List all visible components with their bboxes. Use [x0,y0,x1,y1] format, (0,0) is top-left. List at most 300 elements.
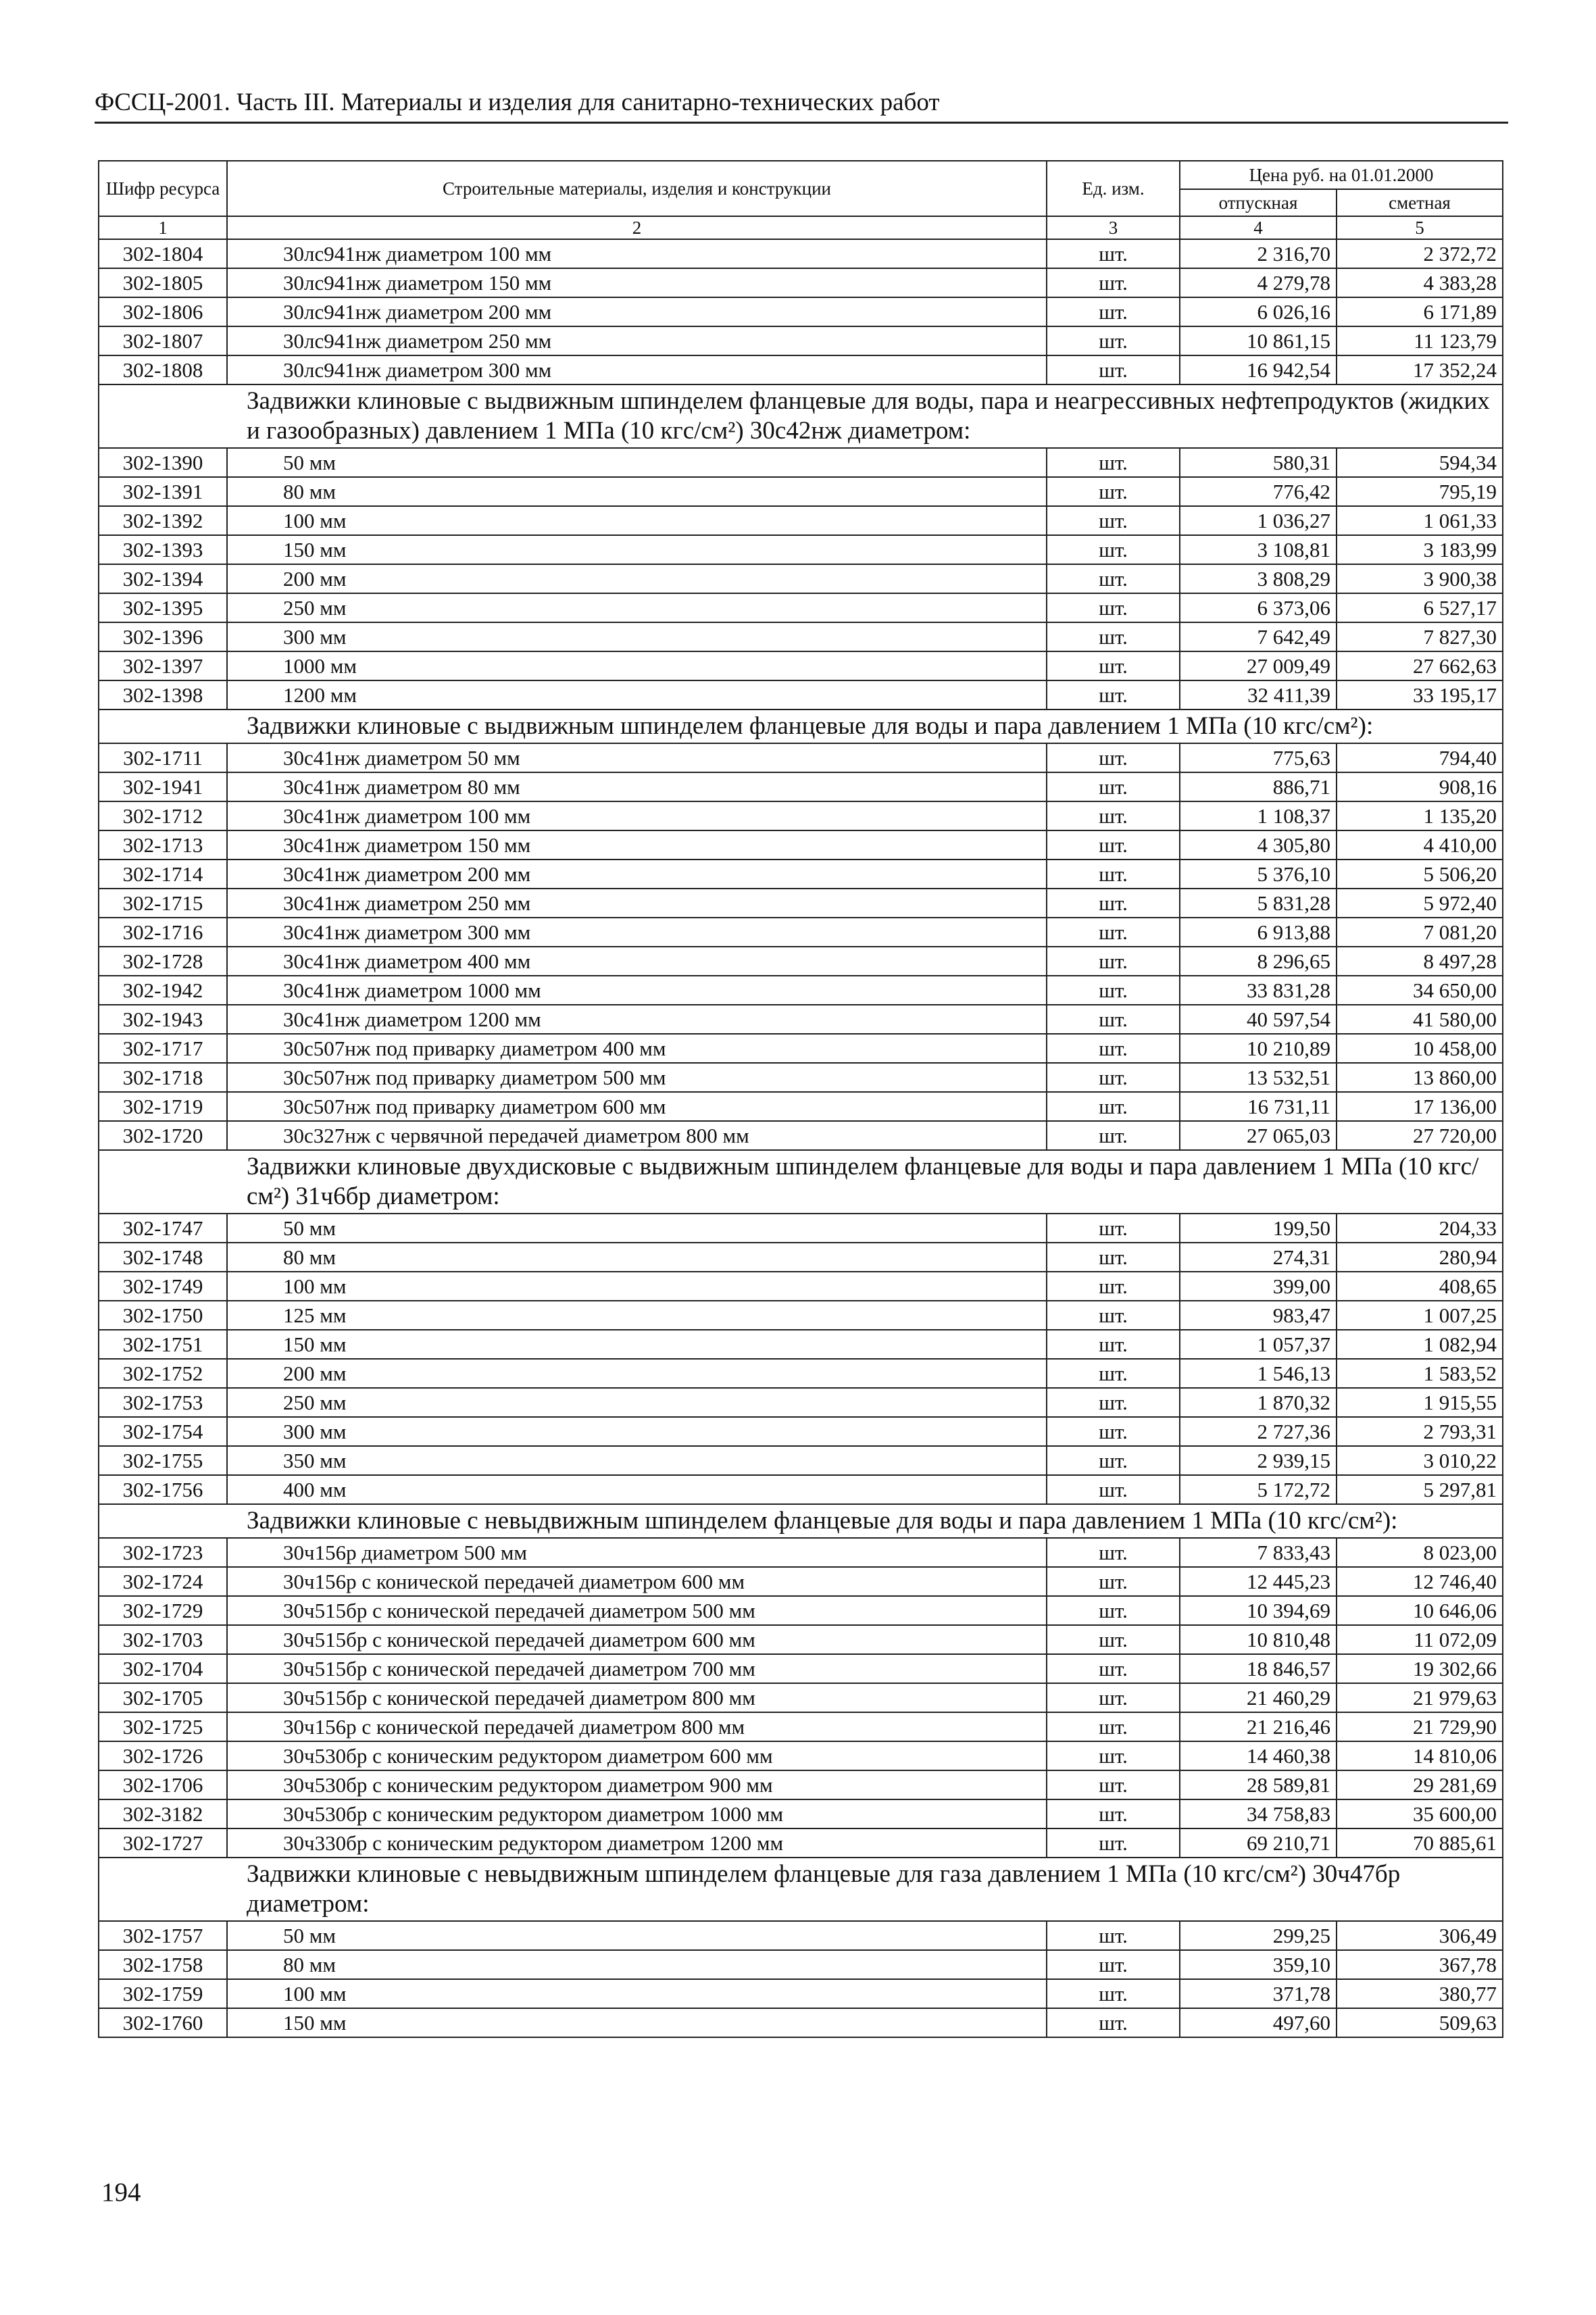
table-row [99,1979,1503,2008]
cell-price-estimate: 2 793,31 [1337,1417,1503,1446]
cell-name: 300 мм [227,622,1047,651]
cell-unit: шт. [1047,860,1180,889]
cell-name: 30с41нж диаметром 250 мм [227,889,1047,918]
cell-price-release: 2 727,36 [1180,1417,1337,1446]
cell-unit: шт. [1047,889,1180,918]
cell-price-release: 1 036,27 [1180,506,1337,535]
cell-name: 30ч530бр с коническим редуктором диаметром 600 мм [227,1741,1047,1770]
cell-code: 302-1397 [99,651,227,680]
cell-code: 302-1757 [99,1921,227,1950]
cell-price-release: 886,71 [1180,772,1337,801]
cell-unit: шт. [1047,1770,1180,1799]
cell-price-estimate: 41 580,00 [1337,1005,1503,1034]
cell-code: 302-1398 [99,680,227,710]
cell-price-release: 13 532,51 [1180,1063,1337,1092]
cell-price-estimate: 2 372,72 [1337,239,1503,268]
cell-price-release: 34 758,83 [1180,1799,1337,1828]
cell-price-estimate: 27 720,00 [1337,1121,1503,1150]
cell-code: 302-1760 [99,2008,227,2037]
table-row [99,860,1503,889]
cell-price-estimate: 1 007,25 [1337,1301,1503,1330]
cell-unit: шт. [1047,1596,1180,1625]
cell-code: 302-1759 [99,1979,227,2008]
cell-price-release: 14 460,38 [1180,1741,1337,1770]
cell-unit: шт. [1047,1683,1180,1712]
cell-unit: шт. [1047,1005,1180,1034]
col-number: 1 [99,216,227,239]
cell-code: 302-1392 [99,506,227,535]
table-row [99,680,1503,710]
cell-price-estimate: 509,63 [1337,2008,1503,2037]
cell-unit: шт. [1047,268,1180,297]
cell-price-release: 3 108,81 [1180,535,1337,564]
cell-name: 200 мм [227,1359,1047,1388]
cell-price-release: 8 296,65 [1180,947,1337,976]
cell-unit: шт. [1047,947,1180,976]
cell-price-release: 1 546,13 [1180,1359,1337,1388]
cell-price-estimate: 6 171,89 [1337,297,1503,326]
cell-price-release: 775,63 [1180,743,1337,772]
cell-name: 350 мм [227,1446,1047,1475]
section-title: Задвижки клиновые с выдвижным шпинделем фланцевые для воды, пара и неагрессивных нефтепродуктов (жидких и газообразных) давлением 1 МПа (10 кгс/см²) 30с42нж диаметром: [99,384,1503,448]
cell-price-estimate: 21 979,63 [1337,1683,1503,1712]
cell-code: 302-1706 [99,1770,227,1799]
cell-name: 50 мм [227,1214,1047,1243]
cell-name: 50 мм [227,1921,1047,1950]
cell-unit: шт. [1047,801,1180,830]
table-row [99,1799,1503,1828]
table-row [99,1214,1503,1243]
section-title: Задвижки клиновые с невыдвижным шпинделем фланцевые для воды и пара давлением 1 МПа (10 кгс/см²): [99,1504,1503,1538]
cell-price-release: 5 172,72 [1180,1475,1337,1504]
cell-price-release: 7 833,43 [1180,1538,1337,1567]
cell-name: 125 мм [227,1301,1047,1330]
cell-code: 302-1753 [99,1388,227,1417]
cell-price-release: 983,47 [1180,1301,1337,1330]
cell-code: 302-1758 [99,1950,227,1979]
cell-price-estimate: 17 352,24 [1337,355,1503,384]
cell-code: 302-1715 [99,889,227,918]
cell-unit: шт. [1047,1063,1180,1092]
cell-price-estimate: 70 885,61 [1337,1828,1503,1858]
cell-name: 250 мм [227,1388,1047,1417]
cell-name: 30с507нж под приварку диаметром 600 мм [227,1092,1047,1121]
cell-name: 1000 мм [227,651,1047,680]
table-row [99,1950,1503,1979]
cell-code: 302-1718 [99,1063,227,1092]
cell-name: 30с507нж под приварку диаметром 400 мм [227,1034,1047,1063]
cell-price-release: 4 305,80 [1180,830,1337,860]
cell-name: 200 мм [227,564,1047,593]
cell-name: 30лс941нж диаметром 300 мм [227,355,1047,384]
cell-unit: шт. [1047,1567,1180,1596]
table-row [99,593,1503,622]
cell-unit: шт. [1047,918,1180,947]
table-row [99,355,1503,384]
cell-code: 302-1725 [99,1712,227,1741]
table-row [99,1092,1503,1121]
cell-unit: шт. [1047,477,1180,506]
cell-price-release: 4 279,78 [1180,268,1337,297]
cell-code: 302-1728 [99,947,227,976]
cell-code: 302-1717 [99,1034,227,1063]
cell-price-release: 18 846,57 [1180,1654,1337,1683]
header-title: ФССЦ-2001. Часть III. Материалы и изделия для санитарно-технических работ [95,89,940,116]
cell-unit: шт. [1047,1741,1180,1770]
cell-price-estimate: 8 497,28 [1337,947,1503,976]
cell-unit: шт. [1047,1301,1180,1330]
cell-code: 302-1804 [99,239,227,268]
cell-unit: шт. [1047,1330,1180,1359]
cell-unit: шт. [1047,1121,1180,1150]
cell-unit: шт. [1047,297,1180,326]
cell-price-estimate: 367,78 [1337,1950,1503,1979]
cell-price-release: 199,50 [1180,1214,1337,1243]
cell-name: 100 мм [227,1979,1047,2008]
cell-name: 30с41нж диаметром 400 мм [227,947,1047,976]
cell-name: 80 мм [227,477,1047,506]
cell-code: 302-1807 [99,326,227,355]
cell-name: 150 мм [227,1330,1047,1359]
cell-code: 302-1713 [99,830,227,860]
cell-code: 302-1755 [99,1446,227,1475]
cell-name: 30с41нж диаметром 80 мм [227,772,1047,801]
cell-code: 302-1724 [99,1567,227,1596]
cell-price-release: 580,31 [1180,448,1337,477]
cell-code: 302-1391 [99,477,227,506]
table-row [99,743,1503,772]
table-row [99,1828,1503,1858]
cell-unit: шт. [1047,743,1180,772]
table-row [99,889,1503,918]
cell-code: 302-1747 [99,1214,227,1243]
table-row [99,1446,1503,1475]
cell-code: 302-1754 [99,1417,227,1446]
cell-price-estimate: 3 183,99 [1337,535,1503,564]
cell-price-estimate: 1 915,55 [1337,1388,1503,1417]
section-header-row [99,1150,1503,1214]
cell-price-release: 274,31 [1180,1243,1337,1272]
cell-code: 302-1941 [99,772,227,801]
cell-code: 302-1723 [99,1538,227,1567]
cell-price-estimate: 11 072,09 [1337,1625,1503,1654]
cell-name: 100 мм [227,506,1047,535]
cell-unit: шт. [1047,1979,1180,2008]
cell-unit: шт. [1047,1214,1180,1243]
table-row [99,326,1503,355]
cell-code: 302-1942 [99,976,227,1005]
table-row [99,976,1503,1005]
section-header-row [99,384,1503,448]
cell-price-release: 1 108,37 [1180,801,1337,830]
cell-unit: шт. [1047,1921,1180,1950]
table-row [99,2008,1503,2037]
table-row [99,830,1503,860]
table-row [99,239,1503,268]
cell-name: 30с327нж с червячной передачей диаметром 800 мм [227,1121,1047,1150]
cell-unit: шт. [1047,1712,1180,1741]
table-row [99,1121,1503,1150]
cell-name: 30лс941нж диаметром 150 мм [227,268,1047,297]
cell-name: 30ч156р с конической передачей диаметром 800 мм [227,1712,1047,1741]
cell-price-estimate: 5 972,40 [1337,889,1503,918]
cell-price-estimate: 6 527,17 [1337,593,1503,622]
cell-name: 30лс941нж диаметром 100 мм [227,239,1047,268]
cell-price-release: 33 831,28 [1180,976,1337,1005]
table-row [99,1921,1503,1950]
cell-price-estimate: 12 746,40 [1337,1567,1503,1596]
cell-price-estimate: 7 081,20 [1337,918,1503,947]
table-row [99,622,1503,651]
cell-price-release: 6 913,88 [1180,918,1337,947]
cell-unit: шт. [1047,1828,1180,1858]
header-code: Шифр ресурса [99,161,227,216]
cell-name: 30с41нж диаметром 1200 мм [227,1005,1047,1034]
cell-price-release: 2 316,70 [1180,239,1337,268]
cell-code: 302-1719 [99,1092,227,1121]
cell-price-release: 28 589,81 [1180,1770,1337,1799]
table-row [99,651,1503,680]
header-unit: Ед. изм. [1047,161,1180,216]
cell-name: 150 мм [227,535,1047,564]
cell-unit: шт. [1047,239,1180,268]
cell-unit: шт. [1047,1034,1180,1063]
table-row [99,1596,1503,1625]
cell-unit: шт. [1047,976,1180,1005]
cell-name: 30ч515бр с конической передачей диаметром 600 мм [227,1625,1047,1654]
cell-code: 302-1726 [99,1741,227,1770]
table-row [99,1005,1503,1034]
cell-price-release: 1 057,37 [1180,1330,1337,1359]
cell-price-estimate: 11 123,79 [1337,326,1503,355]
cell-price-estimate: 13 860,00 [1337,1063,1503,1092]
cell-price-release: 5 376,10 [1180,860,1337,889]
cell-price-estimate: 408,65 [1337,1272,1503,1301]
header-price-estimate: сметная [1337,189,1503,216]
cell-name: 1200 мм [227,680,1047,710]
cell-code: 302-1756 [99,1475,227,1504]
cell-price-estimate: 8 023,00 [1337,1538,1503,1567]
cell-unit: шт. [1047,2008,1180,2037]
cell-name: 30ч156р с конической передачей диаметром 600 мм [227,1567,1047,1596]
cell-name: 30с507нж под приварку диаметром 500 мм [227,1063,1047,1092]
table-row [99,1654,1503,1683]
cell-price-estimate: 1 061,33 [1337,506,1503,535]
cell-name: 300 мм [227,1417,1047,1446]
cell-price-estimate: 35 600,00 [1337,1799,1503,1828]
table-row [99,1712,1503,1741]
cell-price-estimate: 795,19 [1337,477,1503,506]
cell-name: 30с41нж диаметром 1000 мм [227,976,1047,1005]
cell-price-release: 10 210,89 [1180,1034,1337,1063]
cell-price-estimate: 204,33 [1337,1214,1503,1243]
cell-name: 30с41нж диаметром 300 мм [227,918,1047,947]
table-row [99,1359,1503,1388]
table-row [99,1330,1503,1359]
cell-unit: шт. [1047,1092,1180,1121]
section-title: Задвижки клиновые с выдвижным шпинделем фланцевые для воды и пара давлением 1 МПа (10 кгс/см²): [99,710,1503,743]
cell-price-release: 6 026,16 [1180,297,1337,326]
cell-unit: шт. [1047,326,1180,355]
table-row [99,1063,1503,1092]
cell-unit: шт. [1047,1654,1180,1683]
col-number: 5 [1337,216,1503,239]
cell-code: 302-1704 [99,1654,227,1683]
cell-code: 302-1806 [99,297,227,326]
cell-code: 302-1727 [99,1828,227,1858]
table-row [99,947,1503,976]
cell-price-release: 359,10 [1180,1950,1337,1979]
table-row [99,1417,1503,1446]
cell-name: 150 мм [227,2008,1047,2037]
cell-name: 30ч156р диаметром 500 мм [227,1538,1047,1567]
cell-code: 302-1711 [99,743,227,772]
cell-price-estimate: 10 646,06 [1337,1596,1503,1625]
cell-price-estimate: 280,94 [1337,1243,1503,1272]
cell-price-estimate: 4 410,00 [1337,830,1503,860]
cell-price-release: 10 810,48 [1180,1625,1337,1654]
cell-unit: шт. [1047,1538,1180,1567]
table-row [99,1243,1503,1272]
table-row [99,1567,1503,1596]
cell-unit: шт. [1047,1388,1180,1417]
cell-code: 302-1716 [99,918,227,947]
cell-unit: шт. [1047,830,1180,860]
cell-unit: шт. [1047,506,1180,535]
section-title: Задвижки клиновые с невыдвижным шпинделем фланцевые для газа давлением 1 МПа (10 кгс/см²) 30ч47бр диаметром: [99,1858,1503,1921]
cell-name: 30с41нж диаметром 50 мм [227,743,1047,772]
cell-price-estimate: 4 383,28 [1337,268,1503,297]
cell-code: 302-1394 [99,564,227,593]
cell-name: 30с41нж диаметром 100 мм [227,801,1047,830]
cell-code: 302-1748 [99,1243,227,1272]
cell-unit: шт. [1047,1475,1180,1504]
cell-price-estimate: 794,40 [1337,743,1503,772]
table-row [99,1741,1503,1770]
cell-price-release: 10 394,69 [1180,1596,1337,1625]
table-row [99,1770,1503,1799]
table-body [99,239,1503,2037]
cell-price-release: 16 942,54 [1180,355,1337,384]
cell-name: 400 мм [227,1475,1047,1504]
cell-code: 302-1808 [99,355,227,384]
cell-unit: шт. [1047,593,1180,622]
cell-price-release: 21 216,46 [1180,1712,1337,1741]
cell-unit: шт. [1047,680,1180,710]
cell-unit: шт. [1047,1446,1180,1475]
cell-name: 80 мм [227,1243,1047,1272]
cell-code: 302-1749 [99,1272,227,1301]
cell-unit: шт. [1047,355,1180,384]
cell-name: 30лс941нж диаметром 200 мм [227,297,1047,326]
cell-price-release: 497,60 [1180,2008,1337,2037]
cell-unit: шт. [1047,651,1180,680]
section-header-row [99,1858,1503,1921]
cell-price-release: 5 831,28 [1180,889,1337,918]
cell-price-release: 40 597,54 [1180,1005,1337,1034]
table-row [99,1475,1503,1504]
cell-unit: шт. [1047,1417,1180,1446]
section-header-row [99,1504,1503,1538]
cell-price-estimate: 19 302,66 [1337,1654,1503,1683]
cell-price-release: 32 411,39 [1180,680,1337,710]
col-number: 3 [1047,216,1180,239]
table-row [99,1538,1503,1567]
cell-name: 100 мм [227,1272,1047,1301]
cell-unit: шт. [1047,1799,1180,1828]
cell-price-estimate: 5 297,81 [1337,1475,1503,1504]
cell-price-estimate: 33 195,17 [1337,680,1503,710]
table-row [99,1301,1503,1330]
cell-code: 302-1805 [99,268,227,297]
cell-price-estimate: 1 583,52 [1337,1359,1503,1388]
cell-price-estimate: 10 458,00 [1337,1034,1503,1063]
cell-code: 302-1751 [99,1330,227,1359]
cell-name: 30ч515бр с конической передачей диаметром 800 мм [227,1683,1047,1712]
cell-name: 30ч530бр с коническим редуктором диаметром 900 мм [227,1770,1047,1799]
cell-code: 302-1712 [99,801,227,830]
cell-price-estimate: 380,77 [1337,1979,1503,2008]
table-row [99,1034,1503,1063]
table-row [99,297,1503,326]
cell-unit: шт. [1047,1950,1180,1979]
cell-unit: шт. [1047,564,1180,593]
cell-price-release: 371,78 [1180,1979,1337,2008]
table-row [99,506,1503,535]
cell-price-release: 21 460,29 [1180,1683,1337,1712]
cell-price-release: 299,25 [1180,1921,1337,1950]
cell-price-estimate: 34 650,00 [1337,976,1503,1005]
table-row [99,1625,1503,1654]
table-row [99,564,1503,593]
cell-code: 302-1720 [99,1121,227,1150]
cell-price-estimate: 594,34 [1337,448,1503,477]
cell-price-release: 10 861,15 [1180,326,1337,355]
cell-price-release: 776,42 [1180,477,1337,506]
table-row [99,268,1503,297]
cell-price-release: 16 731,11 [1180,1092,1337,1121]
cell-code: 302-1396 [99,622,227,651]
col-number: 2 [227,216,1047,239]
cell-name: 30ч330бр с коническим редуктором диаметром 1200 мм [227,1828,1047,1858]
cell-price-release: 1 870,32 [1180,1388,1337,1417]
cell-name: 30с41нж диаметром 200 мм [227,860,1047,889]
cell-price-estimate: 1 135,20 [1337,801,1503,830]
table-row [99,1683,1503,1712]
cell-unit: шт. [1047,1272,1180,1301]
cell-price-estimate: 14 810,06 [1337,1741,1503,1770]
cell-code: 302-1703 [99,1625,227,1654]
cell-name: 30с41нж диаметром 150 мм [227,830,1047,860]
cell-price-release: 7 642,49 [1180,622,1337,651]
cell-code: 302-1393 [99,535,227,564]
col-number: 4 [1180,216,1337,239]
header-price-release: отпускная [1180,189,1337,216]
cell-price-release: 3 808,29 [1180,564,1337,593]
cell-unit: шт. [1047,448,1180,477]
cell-code: 302-3182 [99,1799,227,1828]
cell-code: 302-1390 [99,448,227,477]
cell-name: 50 мм [227,448,1047,477]
table-row [99,918,1503,947]
cell-price-estimate: 1 082,94 [1337,1330,1503,1359]
cell-code: 302-1705 [99,1683,227,1712]
cell-code: 302-1752 [99,1359,227,1388]
cell-price-release: 27 065,03 [1180,1121,1337,1150]
cell-price-release: 27 009,49 [1180,651,1337,680]
cell-price-release: 69 210,71 [1180,1828,1337,1858]
cell-unit: шт. [1047,1243,1180,1272]
